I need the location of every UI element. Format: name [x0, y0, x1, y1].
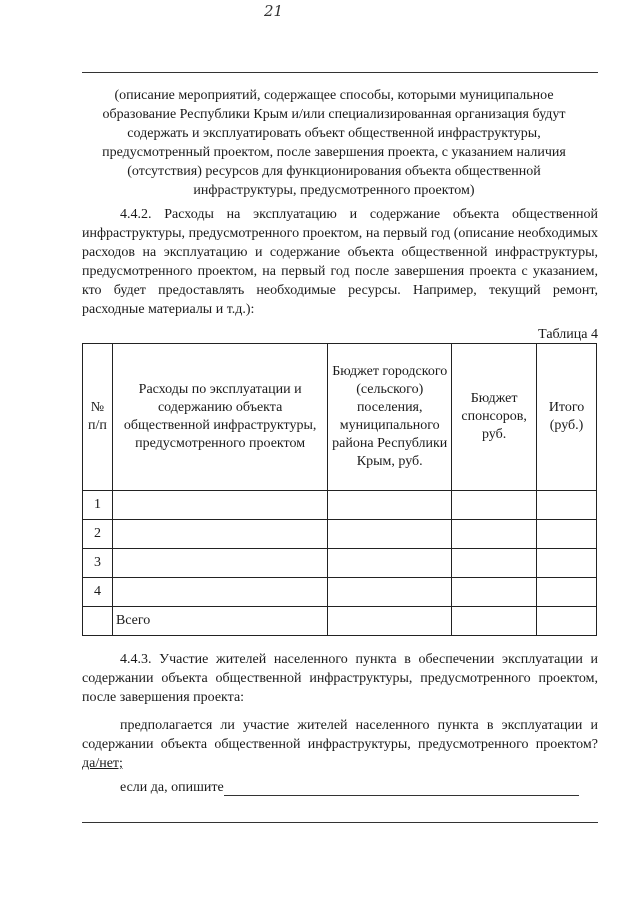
header-budget: Бюджет городского (сельского) поселения, муниципального района Республики Крым, руб.: [328, 344, 452, 491]
header-sponsors: Бюджет спонсоров, руб.: [452, 344, 537, 491]
cell-total[interactable]: [537, 520, 597, 549]
cell-sponsors[interactable]: [452, 520, 537, 549]
row-number: 4: [83, 578, 113, 607]
cell-expenses[interactable]: [112, 549, 327, 578]
cell-budget[interactable]: [328, 549, 452, 578]
intro-caption: (описание мероприятий, содержащее способы, которыми муниципальное образование Республики Крым и/или специализированная организация будут содержать и эксплуатировать объект общественной инфраструктуры, предусмотренный проектом, после завершения проекта, с указанием наличия (отсутствия) ресурсов для функционирования объекта общественной инфраструктуры, предусмотренного проектом): [102, 88, 566, 198]
table-header-row: [83, 344, 597, 491]
cell-total[interactable]: [537, 491, 597, 520]
expenses-table: [82, 343, 597, 636]
cell-sponsors[interactable]: [452, 491, 537, 520]
yes-no-options[interactable]: да/нет;: [82, 756, 123, 771]
total-sponsors[interactable]: [452, 607, 537, 636]
table-total-row: [83, 607, 597, 636]
cell-expenses[interactable]: [112, 578, 327, 607]
cell-budget[interactable]: [328, 520, 452, 549]
question-text: предполагается ли участие жителей населенного пункта в эксплуатации и содержании объекта общественной инфраструктуры, предусмотренного проектом?: [82, 718, 598, 752]
cell-expenses[interactable]: [112, 491, 327, 520]
page-number: 21: [264, 2, 284, 20]
row-number: 1: [83, 491, 113, 520]
cell-total[interactable]: [537, 578, 597, 607]
if-yes-input-line[interactable]: [224, 781, 579, 796]
header-total: Итого (руб.): [537, 344, 597, 491]
if-yes-label: если да, опишите: [120, 780, 224, 795]
total-label: Всего: [112, 607, 327, 636]
table-row: [83, 578, 597, 607]
total-row-number: [83, 607, 113, 636]
section-4-4-2-paragraph: 4.4.2. Расходы на эксплуатацию и содержание объекта общественной инфраструктуры, предусмотренного проектом, на первый год (описание необходимых расходов на эксплуатацию и содержание объекта общественной инфраструктуры, предусмотренного проектом, на первый год после завершения проекта с указанием, кто будет предоставлять необходимые ресурсы. Например, текущий ремонт, расходные материалы и т.д.):: [82, 207, 598, 317]
total-budget[interactable]: [328, 607, 452, 636]
cell-sponsors[interactable]: [452, 578, 537, 607]
table-row: [83, 491, 597, 520]
bottom-fill-line[interactable]: [82, 822, 598, 823]
cell-expenses[interactable]: [112, 520, 327, 549]
if-yes-field: [120, 780, 598, 796]
header-expenses: Расходы по эксплуатации и содержанию объекта общественной инфраструктуры, предусмотренного проектом: [112, 344, 327, 491]
cell-budget[interactable]: [328, 491, 452, 520]
table-row: [83, 520, 597, 549]
section-4-4-3-paragraph: 4.4.3. Участие жителей населенного пункта в обеспечении эксплуатации и содержании объекта общественной инфраструктуры, предусмотренного проектом, после завершения проекта:: [82, 652, 598, 705]
table-row: [83, 549, 597, 578]
table-caption: Таблица 4: [538, 327, 598, 342]
cell-sponsors[interactable]: [452, 549, 537, 578]
row-number: 3: [83, 549, 113, 578]
question-paragraph: [82, 716, 598, 773]
row-number: 2: [83, 520, 113, 549]
header-number: № п/п: [83, 344, 113, 491]
cell-total[interactable]: [537, 549, 597, 578]
top-fill-line: [82, 72, 598, 73]
cell-budget[interactable]: [328, 578, 452, 607]
total-total[interactable]: [537, 607, 597, 636]
